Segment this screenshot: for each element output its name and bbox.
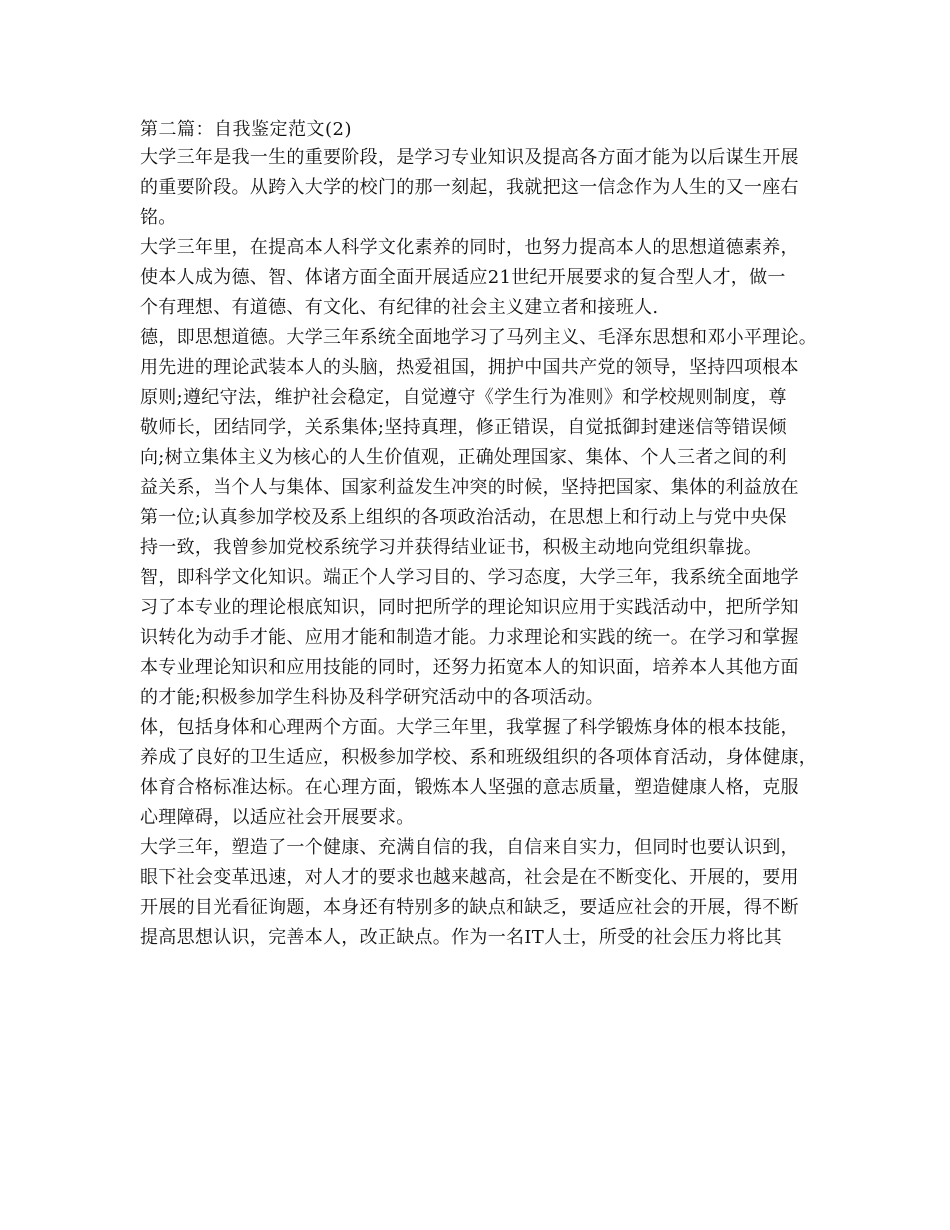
text-line: 使本人成为德、智、体诸方面全面开展适应21世纪开展要求的复合型人才，做一 (140, 267, 786, 288)
paragraph-morality (140, 323, 825, 563)
text-line: 大学三年，塑造了一个健康、充满自信的我，自信来自实力，但同时也要认识到， (140, 837, 799, 858)
text-line: 体育合格标准达标。在心理方面，锻炼本人坚强的意志质量，塑造健康人格，克服 (140, 777, 799, 798)
text-line: 德，即思想道德。大学三年系统全面地学习了马列主义、毛泽东思想和邓小平理论。 (140, 327, 818, 348)
text-line: 体，包括身体和心理两个方面。大学三年里，我掌握了科学锻炼身体的根本技能， (140, 717, 799, 738)
paragraph-intro (140, 143, 825, 233)
text-line: 大学三年里，在提高本人科学文化素养的同时，也努力提高本人的思想道德素养， (140, 237, 799, 258)
text-line: 益关系，当个人与集体、国家利益发生冲突的时候，坚持把国家、集体的利益放在 (140, 477, 799, 498)
text-line: 向;树立集体主义为核心的人生价值观，正确处理国家、集体、个人三者之间的利 (140, 447, 787, 468)
paragraph-conclusion (140, 833, 825, 953)
text-line: 智，即科学文化知识。端正个人学习目的、学习态度，大学三年，我系统全面地学 (140, 567, 799, 588)
text-line: 的才能;积极参加学生科协及科学研究活动中的各项活动。 (140, 687, 604, 708)
text-line: 原则;遵纪守法，维护社会稳定，自觉遵守《学生行为准则》和学校规则制度，尊 (140, 387, 787, 408)
section-heading: 第二篇：自我鉴定范文(2) (140, 119, 352, 140)
text-line: 个有理想、有道德、有文化、有纪律的社会主义建立者和接班人. (140, 297, 659, 318)
text-line: 眼下社会变革迅速，对人才的要求也越来越高，社会是在不断变化、开展的，要用 (140, 867, 799, 888)
text-line: 第一位;认真参加学校及系上组织的各项政治活动，在思想上和行动上与党中央保 (140, 507, 787, 528)
text-line: 本专业理论知识和应用技能的同时，还努力拓宽本人的知识面，培养本人其他方面 (140, 657, 799, 678)
text-line: 大学三年是我一生的重要阶段，是学习专业知识及提高各方面才能为以后谋生开展 (140, 147, 799, 168)
text-line: 用先进的理论武装本人的头脑，热爱祖国，拥护中国共产党的领导，坚持四项根本 (140, 357, 799, 378)
text-line: 的重要阶段。从跨入大学的校门的那一刻起，我就把这一信念作为人生的又一座右 (140, 177, 799, 198)
paragraph-intellect (140, 563, 825, 713)
text-line: 敬师长，团结同学，关系集体;坚持真理，修正错误，自觉抵御封建迷信等错误倾 (140, 417, 787, 438)
text-line: 铭。 (140, 207, 177, 228)
paragraph-overview (140, 233, 825, 323)
text-line: 开展的目光看征询题，本身还有特别多的缺点和缺乏，要适应社会的开展，得不断 (140, 897, 799, 918)
paragraph-physical (140, 713, 825, 833)
text-line: 提高思想认识，完善本人，改正缺点。作为一名IT人士，所受的社会压力将比其 (140, 927, 782, 948)
text-line: 养成了良好的卫生适应，积极参加学校、系和班级组织的各项体育活动，身体健康， (140, 747, 818, 768)
text-line: 心理障碍，以适应社会开展要求。 (140, 807, 415, 828)
text-line: 持一致，我曾参加党校系统学习并获得结业证书，积极主动地向党组织靠拢。 (140, 537, 763, 558)
text-line: 习了本专业的理论根底知识，同时把所学的理论知识应用于实践活动中，把所学知 (140, 597, 799, 618)
text-line: 识转化为动手才能、应用才能和制造才能。力求理论和实践的统一。在学习和掌握 (140, 627, 799, 648)
